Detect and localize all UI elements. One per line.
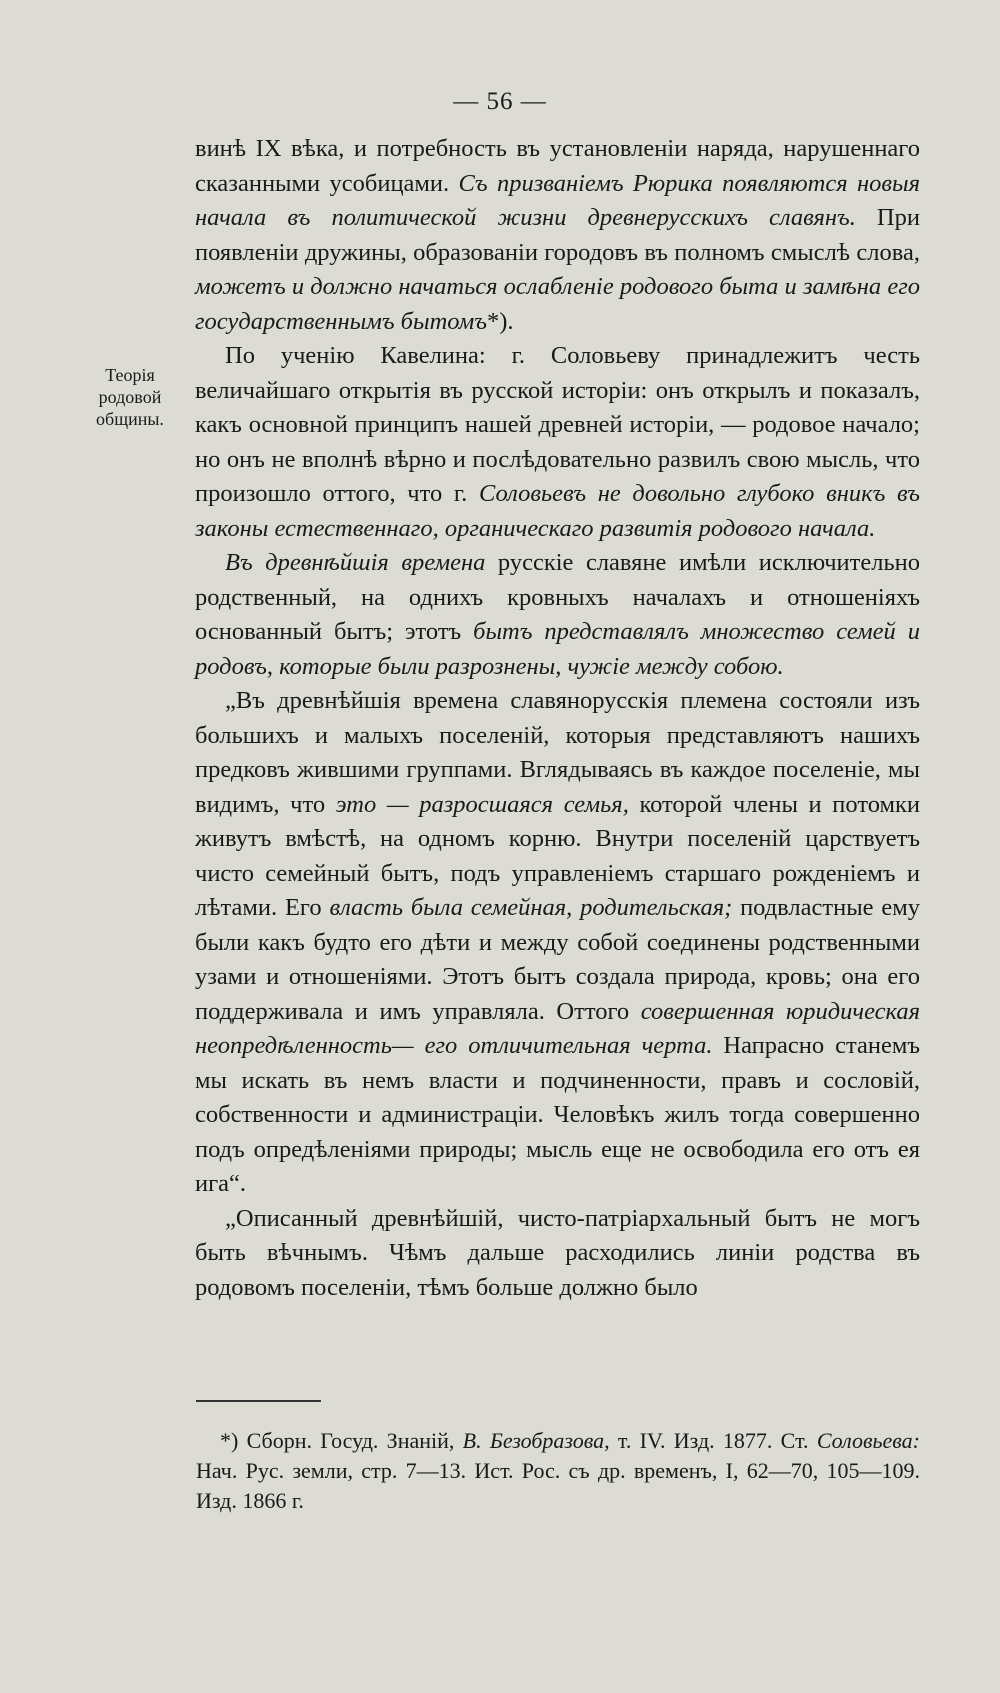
emphasized-text: бытъ представлялъ множество семей и родовъ, которые были разрознены, чужіе между собою.	[195, 618, 920, 680]
emphasized-text: Въ древнѣйшія времена	[225, 549, 486, 576]
emphasized-text: власть была семейная, родительская;	[329, 894, 733, 921]
text-run: Нач. Рус. земли, стр. 7—13. Ист. Рос. съ др. временъ, I, 62—70, 105—109. Изд. 1866 г.	[196, 1458, 920, 1513]
margin-note-line: родовой	[98, 387, 162, 407]
emphasized-text: можетъ и должно начаться ослабленіе родового быта и замѣна его государственнымъ бытомъ	[195, 273, 920, 335]
text-run: т. IV. Изд. 1877. Ст.	[609, 1428, 817, 1453]
text-run: русскіе славяне имѣли исключительно родственный, на однихъ кровныхъ началахъ и отношеніяхъ основанный бытъ; этотъ	[195, 549, 920, 645]
emphasized-text: Соловьевъ не довольно глубоко вникъ въ законы естественнаго, органическаго развитія родового начала.	[195, 480, 921, 542]
paragraph	[195, 1202, 920, 1306]
footnote-paragraph	[196, 1426, 920, 1516]
text-run: Напрасно станемъ мы искать въ немъ власти и подчиненности, правъ и сословій, собственности и администраціи. Человѣкъ жилъ тогда совершенно подъ опредѣленіями природы; мысль еще не освободила его отъ ея ига“.	[195, 1032, 920, 1197]
footnote-divider	[196, 1400, 321, 1402]
paragraph	[195, 546, 920, 684]
footnote	[196, 1426, 920, 1516]
text-run: По ученію Кавелина: г. Соловьеву принадлежитъ честь величайшаго открытія въ русской исторіи: онъ открылъ и показалъ, какъ основной принципъ нашей древней исторіи, — родовое начало; но онъ не вполнѣ вѣрно и послѣдовательно развилъ свою мысль, что произошло оттого, что г.	[195, 342, 920, 507]
emphasized-text: совершенная юридическая неопредѣленность— его отличительная черта.	[195, 997, 920, 1059]
page-number: — 56 —	[453, 88, 547, 115]
text-run: подвластные ему были какъ будто его дѣти и между собой соединены родственными узами и отношеніями. Этотъ бытъ создала природа, кровь; она его поддерживала и имъ управляла. Оттого	[195, 894, 921, 1025]
margin-note-line: Теорія	[105, 365, 155, 385]
text-run: „Описанный древнѣйшій, чисто-патріархальный бытъ не могъ быть вѣчнымъ. Чѣмъ дальше расходились линіи родства въ родовомъ поселеніи, тѣмъ больше должно было	[195, 1204, 920, 1301]
paragraph	[195, 684, 920, 1202]
emphasized-text: Соловьева:	[816, 1428, 921, 1453]
emphasized-text: это — разросшаяся семья,	[335, 790, 629, 818]
paragraph	[195, 132, 920, 339]
text-run: „Въ древнѣйшія времена славянорусскія племена состояли изъ большихъ и малыхъ поселеній, которыя представляютъ нашихъ предковъ жившими группами. Вглядываясь въ каждое поселеніе, мы видимъ, что	[195, 687, 920, 818]
margin-note-line: общины.	[96, 409, 164, 429]
margin-note	[80, 364, 180, 430]
text-run: винѣ IX вѣка, и потребность въ установленіи наряда, нарушеннаго сказанными усобицами.	[195, 135, 920, 197]
body-text	[195, 132, 920, 1305]
emphasized-text: В. Безобразова,	[462, 1428, 610, 1453]
paragraph	[195, 339, 920, 546]
text-run: *) Сборн. Госуд. Знаній,	[220, 1428, 463, 1453]
text-run: *).	[486, 307, 514, 335]
emphasized-text: Съ призваніемъ Рюрика появляются новыя начала въ политической жизни древнерусскихъ славянъ.	[195, 169, 920, 231]
text-run: При появленіи дружины, образованіи городовъ въ полномъ смыслѣ слова,	[195, 204, 920, 266]
text-run: которой члены и потомки живутъ вмѣстѣ, на одномъ корню. Внутри поселеній царствуетъ чисто семейный бытъ, подъ управленіемъ старшаго рожденіемъ и лѣтами. Его	[195, 790, 921, 921]
